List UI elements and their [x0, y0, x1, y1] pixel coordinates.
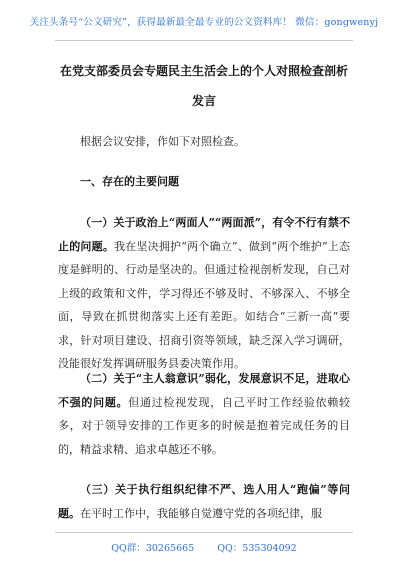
- issue-item-2-heading: （二）关于“主人翁意识”弱化，发展意识不足，进取心不强的问题。: [58, 372, 350, 409]
- issue-item-1-heading: （一）关于政治上“两面人”“两面派”，有令不行有禁不止的问题。: [58, 216, 350, 253]
- footer-divider: [55, 532, 353, 533]
- issue-item-3-body: 在平时工作中，我能够自觉遵守党的各项纪律，服: [80, 506, 322, 520]
- section-heading: 一、存在的主要问题: [80, 175, 179, 188]
- issue-item-2: [58, 367, 350, 461]
- issue-item-1-body: 我在坚决拥护“两个确立”、做到“两个维护”上态度是鲜明的、行动是坚决的。但通过检视剖析发现，自己对上级的政策和文件，学习得还不够及时、不够深入、不够全面，导致在抓贯彻落实上还有差距。如结合“三新一高”要求，针对项目建设、招商引资等领域，缺乏深入学习调研，没能很好发挥调研服务县委决策作用。: [58, 239, 351, 370]
- issue-item-3: [58, 478, 350, 525]
- footer-qq: QQ：535304092: [217, 543, 297, 554]
- issue-item-3-heading: （三）关于执行组织纪律不严、选人用人“跑偏”等问题。: [58, 483, 350, 520]
- issue-item-2-body: 但通过检视发现，自己平时工作经验依赖较多，对于领导安排的工作更多的时候是抱着完成任务的目的，精益求精、追求卓越还不够。: [58, 395, 350, 456]
- intro-paragraph: 根据会议安排，作如下对照检查。: [80, 135, 245, 148]
- footer-qq-group: QQ群：30265665: [111, 543, 195, 554]
- document-title: 在党支部委员会专题民主生活会上的个人对照检查剖析发言: [59, 64, 348, 108]
- header-banner: 关注头条号“公文研究”，获得最新最全最专业的公文资料库！ 微信：gongwenyj: [29, 17, 379, 28]
- footer-contact: [0, 540, 408, 554]
- header-divider: [55, 40, 353, 41]
- issue-item-1: [58, 211, 350, 376]
